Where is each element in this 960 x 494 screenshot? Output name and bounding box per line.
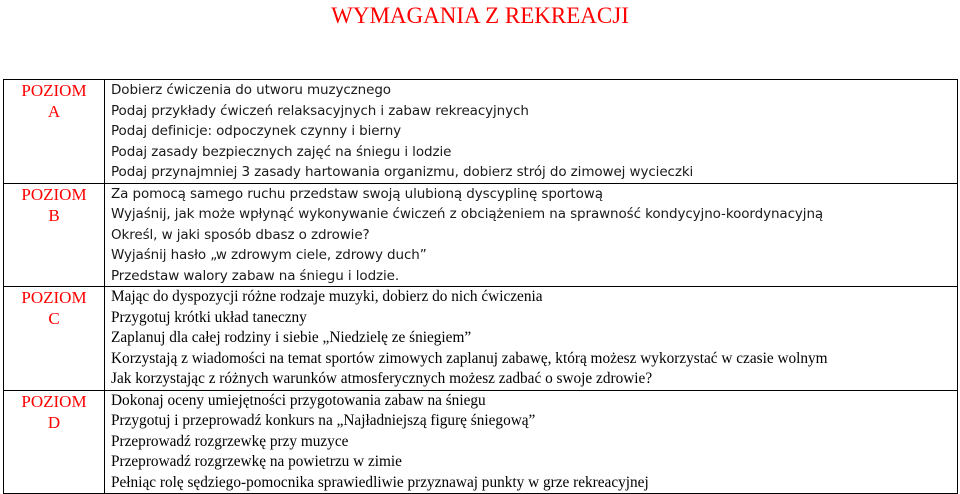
level-label-d	[4, 390, 105, 494]
list-item: Dokonaj oceny umiejętności przygotowania zabaw na śniegu	[111, 391, 486, 409]
level-row-d	[4, 390, 958, 494]
level-label-line1: POZIOM	[21, 81, 87, 100]
level-label-line2: A	[47, 102, 61, 121]
list-item: Podaj przynajmniej 3 zasady hartowania organizmu, dobierz strój do zimowej wycieczki	[111, 164, 694, 180]
level-label-line1: POZIOM	[21, 184, 87, 204]
level-row-a	[4, 80, 958, 184]
list-item: Przeprowadź rozgrzewkę przy muzyce	[111, 432, 349, 450]
list-item: Jak korzystając z różnych warunków atmosferycznych możesz zadbać o swoje zdrowie?	[111, 370, 653, 387]
list-item: Wyjaśnij hasło „w zdrowym ciele, zdrowy duch”	[111, 247, 427, 263]
level-items-b	[105, 183, 958, 287]
list-item: Przygotuj krótki układ taneczny	[111, 308, 307, 326]
list-item: Podaj definicje: odpoczynek czynny i bierny	[111, 123, 402, 139]
level-items-d	[105, 390, 958, 494]
level-items-a	[105, 80, 958, 184]
list-item: Mając do dyspozycji różne rodzaje muzyki, dobierz do nich ćwiczenia	[111, 288, 543, 305]
level-items-c	[105, 287, 958, 391]
list-item: Dobierz ćwiczenia do utworu muzycznego	[111, 82, 391, 98]
level-label-c	[4, 287, 105, 391]
list-item: Przeprowadź rozgrzewkę na powietrzu w zimie	[111, 453, 402, 470]
level-label-line2: B	[48, 205, 60, 225]
list-item: Pełniąc rolę sędziego-pomocnika sprawiedliwie przyznawaj punkty w grze rekreacyjnej	[111, 473, 649, 491]
list-item: Podaj przykłady ćwiczeń relaksacyjnych i zabaw rekreacyjnych	[111, 102, 529, 119]
level-label-a	[4, 80, 105, 184]
level-label-line2: C	[48, 309, 60, 328]
list-item: Wyjaśnij, jak może wpłynąć wykonywanie ćwiczeń z obciążeniem na sprawność kondycyjno-koordynacyjną	[111, 206, 824, 222]
list-item: Przedstaw walory zabaw na śniegu i lodzie.	[111, 267, 400, 284]
page-title: WYMAGANIA Z REKREACJI	[331, 3, 629, 28]
level-label-line2: D	[47, 412, 61, 432]
level-label-b	[4, 183, 105, 287]
list-item: Przygotuj i przeprowadź konkurs na „Najładniejszą figurę śniegową”	[111, 412, 536, 429]
list-item: Korzystają z wiadomości na temat sportów zimowych zaplanuj zabawę, którą możesz wykorzystać w czasie wolnym	[111, 349, 828, 367]
list-item: Określ, w jaki sposób dbasz o zdrowie?	[111, 226, 370, 243]
level-label-line1: POZIOM	[21, 391, 87, 411]
list-item: Podaj zasady bezpiecznych zajęć na śniegu i lodzie	[111, 143, 452, 160]
level-label-line1: POZIOM	[21, 288, 87, 307]
list-item: Zaplanuj dla całej rodziny i siebie „Niedzielę ze śniegiem”	[111, 329, 472, 346]
level-row-c	[4, 287, 958, 391]
list-item: Za pomocą samego ruchu przedstaw swoją ulubioną dyscyplinę sportową	[111, 185, 603, 202]
requirements-table	[3, 79, 958, 494]
level-row-b	[4, 183, 958, 287]
